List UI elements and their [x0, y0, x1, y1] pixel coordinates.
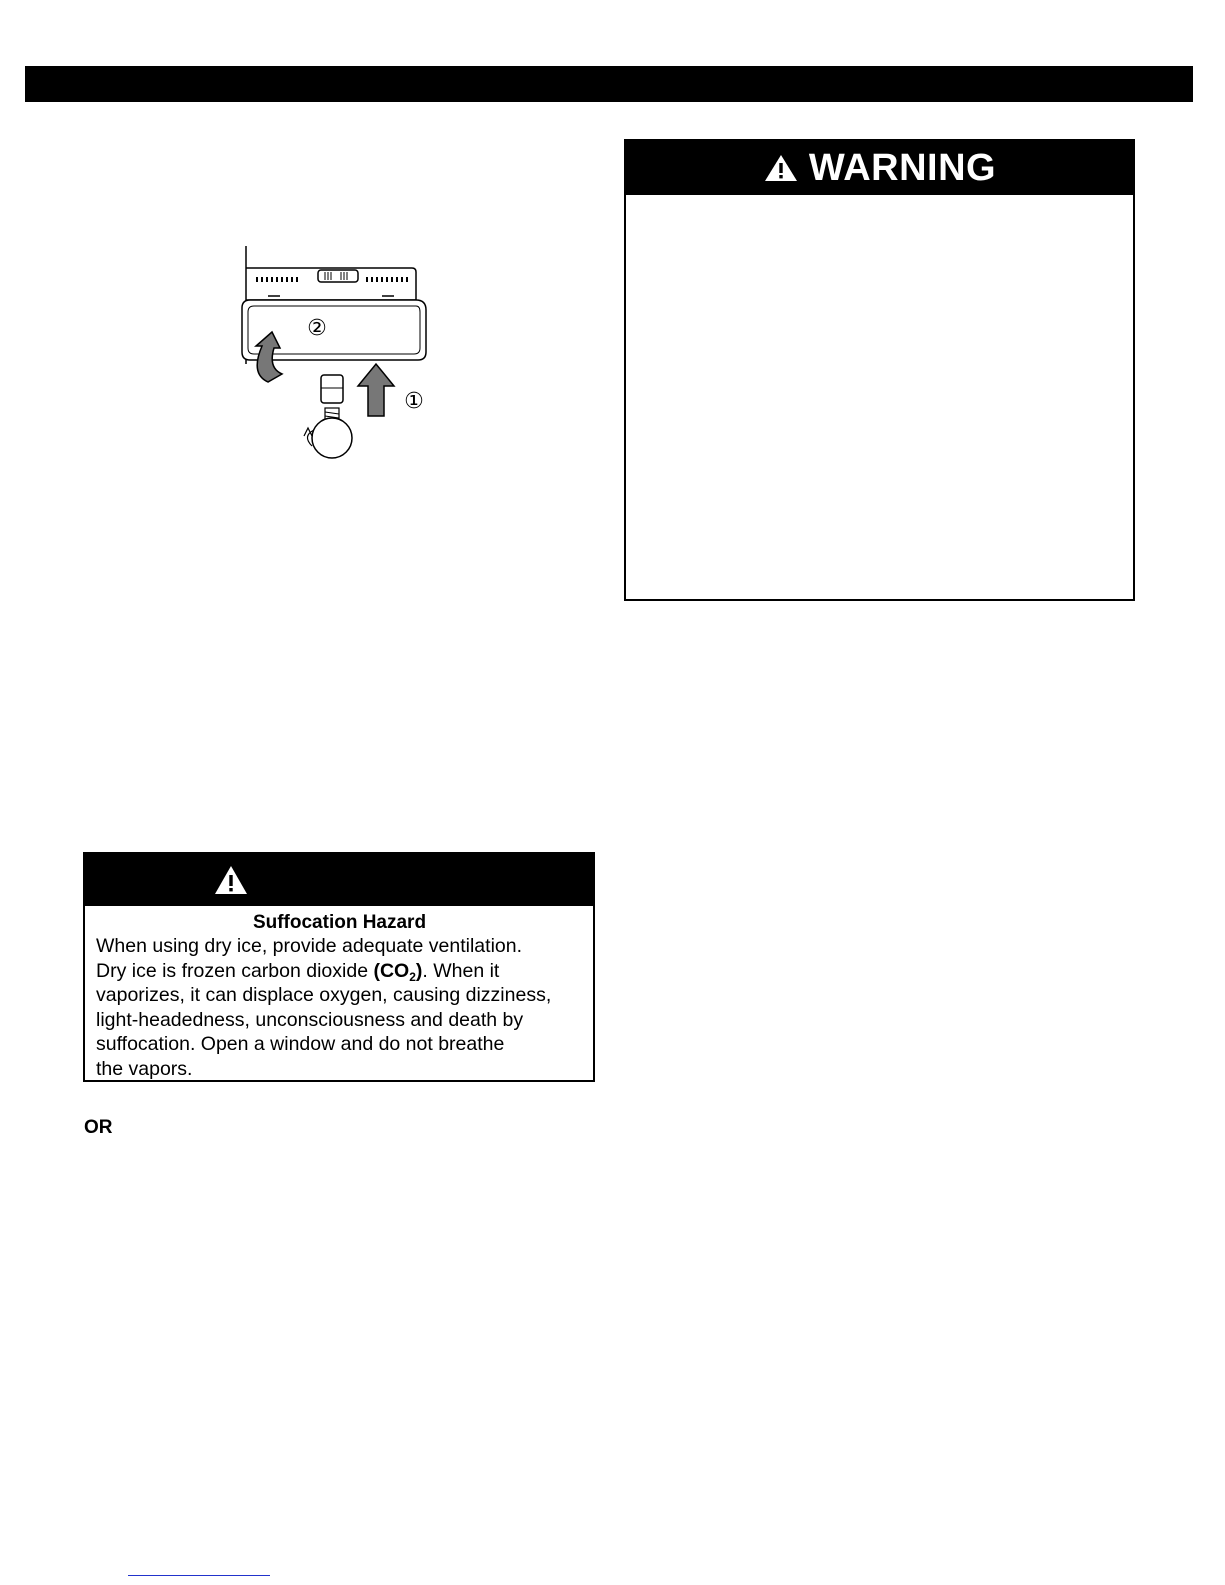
warning-box	[624, 139, 1135, 601]
co2-formula: (CO	[373, 959, 410, 982]
step-two-label: ②	[307, 316, 327, 341]
warning-header	[626, 141, 1133, 195]
hazard-body	[85, 906, 593, 1081]
hazard-header	[85, 854, 593, 906]
warning-triangle-icon	[763, 153, 799, 183]
hazard-line: light-headedness, unconsciousness and death by	[96, 1008, 524, 1031]
hazard-line: the vapors.	[96, 1057, 193, 1080]
step-one-label: ①	[404, 389, 424, 414]
footer-link-underline	[128, 1575, 270, 1576]
suffocation-hazard-box	[83, 852, 595, 1082]
hazard-title: Suffocation Hazard	[252, 912, 427, 933]
hazard-line	[96, 959, 583, 984]
hazard-line: suffocation. Open a window and do not breathe	[96, 1033, 505, 1055]
hazard-text: Dry ice is frozen carbon dioxide	[96, 959, 374, 982]
warning-title: WARNING	[808, 146, 997, 189]
light-bulb-replacement-figure	[228, 240, 438, 460]
light-cover-illustration	[228, 240, 438, 460]
or-label: OR	[84, 1117, 113, 1138]
warning-triangle-icon	[213, 864, 249, 896]
hazard-line: When using dry ice, provide adequate ventilation.	[96, 935, 523, 957]
hazard-line: vaporizes, it can displace oxygen, causing dizziness,	[96, 984, 552, 1006]
hazard-text: . When it	[422, 959, 500, 982]
section-header-bar	[25, 66, 1193, 102]
co2-close: )	[415, 959, 423, 982]
co2-subscript: 2	[409, 969, 416, 984]
